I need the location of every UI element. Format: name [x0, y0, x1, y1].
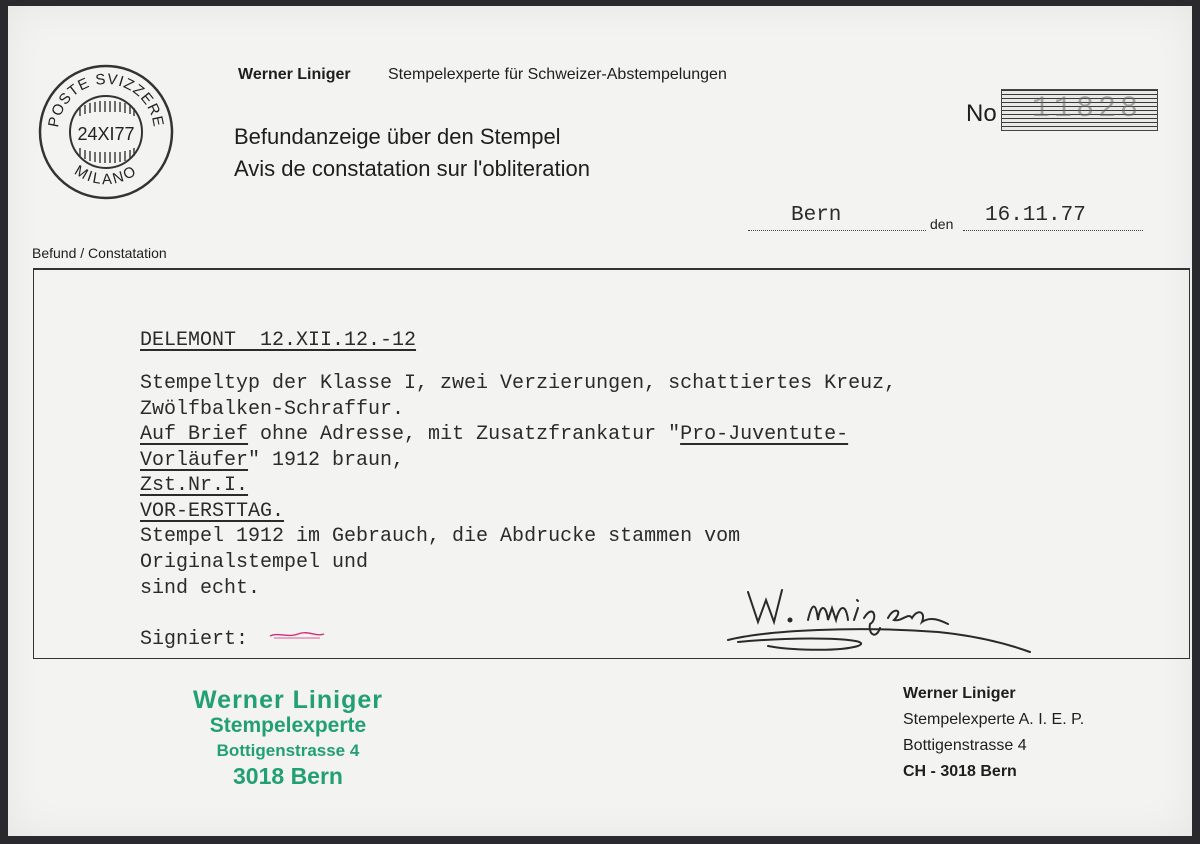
address-street: Bottigenstrasse 4: [903, 737, 1027, 754]
postmark-top-text: POSTE SVIZZERE: [45, 70, 167, 129]
findings-line: VOR-ERSTTAG.: [140, 500, 285, 523]
findings-underlined: Pro-Juventute-: [680, 423, 849, 446]
findings-line: Stempeltyp der Klasse I, zwei Verzierungen, schattiertes Kreuz,: [140, 372, 897, 395]
findings-text: ohne Adresse, mit Zusatzfrankatur ": [248, 423, 681, 446]
findings-line: sind echt.: [140, 577, 261, 600]
svg-text:POSTE SVIZZERE: [45, 71, 167, 129]
title-french: Avis de constatation sur l'obliteration: [234, 156, 590, 181]
certificate-number: 11828: [1032, 92, 1143, 126]
number-label: No: [966, 100, 997, 127]
befund-label: Befund / Constatation: [32, 245, 167, 261]
den-label: den: [930, 216, 954, 232]
signed-mark: [268, 628, 328, 642]
title-german: Befundanzeige über den Stempel: [234, 124, 561, 149]
postmark-stamp: [36, 62, 176, 202]
findings-underlined: Vorläufer: [140, 449, 249, 472]
header-subtitle: Stempelexperte für Schweizer-Abstempelungen: [388, 66, 727, 83]
green-stamp-street: Bottigenstrasse 4: [216, 741, 360, 760]
address-title: Stempelexperte A. I. E. P.: [903, 711, 1085, 728]
postmark-bottom-text: MILANO: [71, 161, 141, 189]
signed-label: Signiert:: [140, 628, 249, 651]
green-stamp-title: Stempelexperte: [209, 714, 367, 737]
address-city: CH - 3018 Bern: [903, 763, 1017, 780]
date-value: 16.11.77: [985, 204, 1086, 227]
findings-heading: DELEMONT 12.XII.12.-12: [140, 329, 417, 352]
place-value: Bern: [791, 204, 842, 227]
findings-line: [140, 423, 848, 446]
address-name: Werner Liniger: [903, 685, 1016, 702]
findings-underlined: Auf Brief: [140, 423, 249, 446]
date-dotted-line: [963, 230, 1143, 231]
svg-text:MILANO: [71, 162, 140, 188]
findings-line: Originalstempel und: [140, 551, 369, 574]
findings-line: Zst.Nr.I.: [140, 474, 249, 497]
header-name: Werner Liniger: [238, 66, 351, 83]
postmark-date: 24XI77: [77, 124, 135, 144]
findings-text: " 1912 braun,: [248, 449, 405, 472]
findings-line: Stempel 1912 im Gebrauch, die Abdrucke stammen vom: [140, 525, 741, 548]
green-stamp-name: Werner Liniger: [193, 686, 383, 714]
green-stamp-city: 3018 Bern: [233, 763, 343, 789]
findings-line: [140, 449, 404, 472]
place-dotted-line: [748, 230, 926, 231]
findings-line: Zwölfbalken-Schraffur.: [140, 398, 405, 421]
certificate-page: [8, 6, 1192, 836]
certificate-number-box: [1001, 89, 1158, 131]
handwritten-signature: [708, 572, 1038, 662]
